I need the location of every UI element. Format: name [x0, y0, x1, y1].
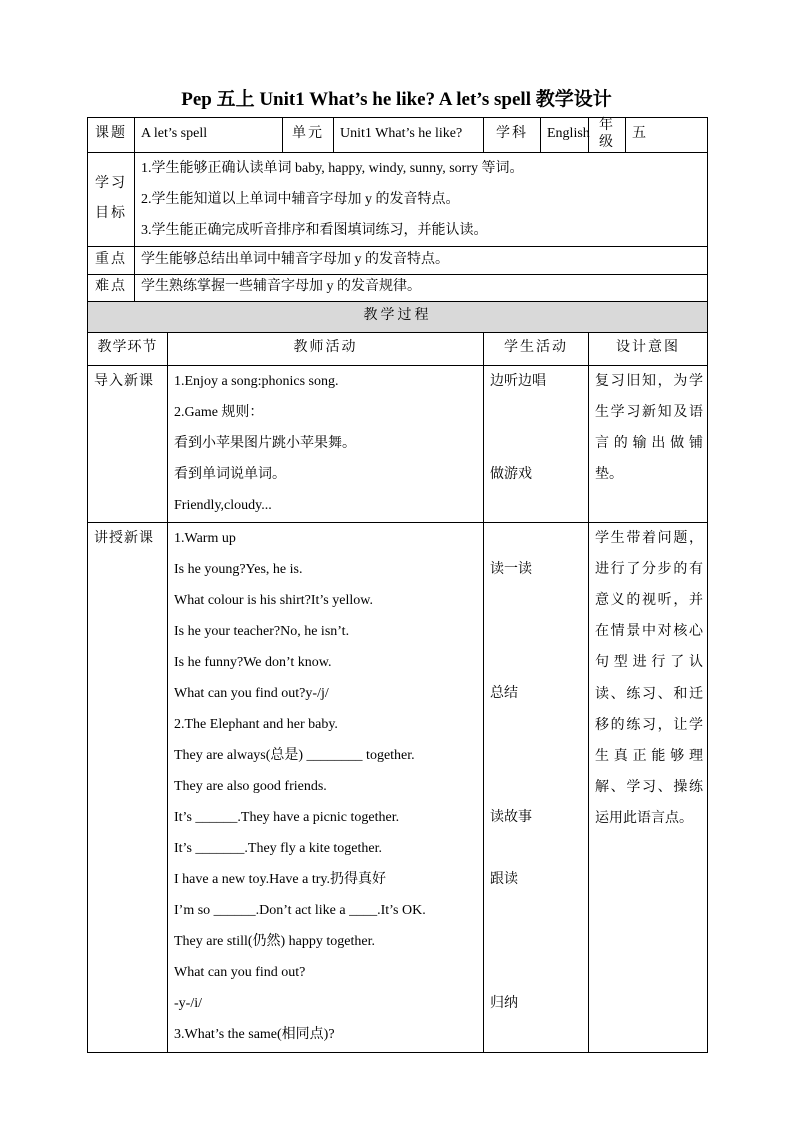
lesson-plan-table [87, 117, 708, 1053]
stage-name [88, 365, 168, 522]
student-activity-cell [484, 365, 589, 522]
design-purpose: 学生带着问题，进行了分步的有意义的视听，并在情景中对核心句型进行了认读、练习、和迁移的练习，让学生真正能够理解、学习、操练运用此语言点。 [589, 522, 708, 1052]
unit-label: 单元 [283, 118, 334, 153]
student-line [490, 585, 582, 616]
teacher-activity-cell [168, 522, 484, 1052]
difficult-point-value: 学生熟练掌握一些辅音字母加 y 的发音规律。 [135, 274, 708, 301]
teacher-line: Friendly,cloudy... [174, 497, 272, 513]
student-line: 总结 [490, 685, 518, 701]
teacher-line: What colour is his shirt?It’s yellow. [174, 592, 373, 608]
student-line: 边听边唱 [490, 373, 546, 389]
key-point-label: 重点 [88, 246, 135, 274]
student-line [490, 740, 582, 771]
teacher-line: It’s _______.They fly a kite together. [174, 840, 383, 856]
topic-value: A let’s spell [135, 118, 283, 153]
teacher-line: I have a new toy.Have a try.扔得真好 [174, 871, 387, 887]
objective-item: 2.学生能知道以上单词中辅音字母加 y 的发音特点。 [141, 191, 460, 207]
teacher-line: 2.Game 规则： [174, 404, 264, 420]
design-purpose: 复习旧知，为学生学习新知及语言的输出做铺垫。 [589, 365, 708, 522]
student-line [490, 957, 582, 988]
grade-value: 五 [626, 118, 708, 153]
objectives-label [88, 152, 135, 246]
objectives-label-line1: 学习 [95, 176, 127, 192]
teacher-line: What can you find out?y-/j/ [174, 685, 329, 701]
subject-label: 学科 [484, 118, 541, 153]
teacher-line: What can you find out? [174, 964, 306, 980]
column-header-purpose: 设计意图 [589, 332, 708, 365]
teacher-line: I’m so ______.Don’t act like a ____.It’s OK. [174, 902, 426, 918]
student-line [490, 647, 582, 678]
objective-item: 3.学生能正确完成听音排序和看图填词练习，并能认读。 [141, 222, 488, 238]
teacher-line: They are also good friends. [174, 778, 327, 794]
student-line [490, 490, 582, 521]
topic-label: 课题 [88, 118, 135, 153]
teacher-line: 1.Warm up [174, 530, 236, 546]
column-header-stage: 教学环节 [88, 332, 168, 365]
student-line: 归纳 [490, 995, 518, 1011]
column-header-student: 学生活动 [484, 332, 589, 365]
teacher-line: -y-/i/ [174, 995, 202, 1011]
teacher-line: 2.The Elephant and her baby. [174, 716, 338, 732]
document-title: Pep 五上 Unit1 What’s he like? A let’s spell 教学设计 [181, 89, 612, 110]
teacher-line: Is he funny?We don’t know. [174, 654, 332, 670]
process-heading: 教学过程 [88, 301, 708, 332]
student-line [490, 397, 582, 428]
student-line: 跟读 [490, 871, 518, 887]
teacher-line: 1.Enjoy a song:phonics song. [174, 373, 339, 389]
objective-item: 1.学生能够正确认读单词 baby, happy, windy, sunny, sorry 等词。 [141, 160, 524, 176]
subject-value: English [541, 118, 589, 153]
stage-name-text: 导入新课 [94, 373, 154, 389]
student-activity-cell [484, 522, 589, 1052]
key-point-value: 学生能够总结出单词中辅音字母加 y 的发音特点。 [135, 246, 708, 274]
column-header-teacher: 教师活动 [168, 332, 484, 365]
teacher-activity-cell [168, 365, 484, 522]
teacher-line: It’s ______.They have a picnic together. [174, 809, 400, 825]
student-line [490, 926, 582, 957]
teacher-line: Is he young?Yes, he is. [174, 561, 303, 577]
teacher-line: 3.What’s the same(相同点)? [174, 1026, 335, 1042]
student-line [490, 616, 582, 647]
teacher-line: 看到单词说单词。 [174, 466, 286, 482]
stage-name-text: 讲授新课 [94, 530, 154, 546]
student-line [490, 523, 582, 554]
student-line [490, 895, 582, 926]
teacher-line: 看到小苹果图片跳小苹果舞。 [174, 435, 356, 451]
objectives-label-line2: 目标 [95, 206, 127, 222]
student-line [490, 833, 582, 864]
student-line [490, 771, 582, 802]
student-line [490, 1019, 582, 1050]
grade-label: 年级 [589, 118, 626, 153]
student-line [490, 428, 582, 459]
student-line: 读故事 [490, 809, 532, 825]
student-line: 做游戏 [490, 466, 532, 482]
student-line: 读一读 [490, 561, 532, 577]
stage-name [88, 522, 168, 1052]
student-line [490, 709, 582, 740]
objectives-list [135, 152, 708, 246]
teacher-line: They are always(总是) ________ together. [174, 747, 415, 763]
teacher-line: They are still(仍然) happy together. [174, 933, 375, 949]
teacher-line: Is he your teacher?No, he isn’t. [174, 623, 350, 639]
unit-value: Unit1 What’s he like? [334, 118, 484, 153]
difficult-point-label: 难点 [88, 274, 135, 301]
